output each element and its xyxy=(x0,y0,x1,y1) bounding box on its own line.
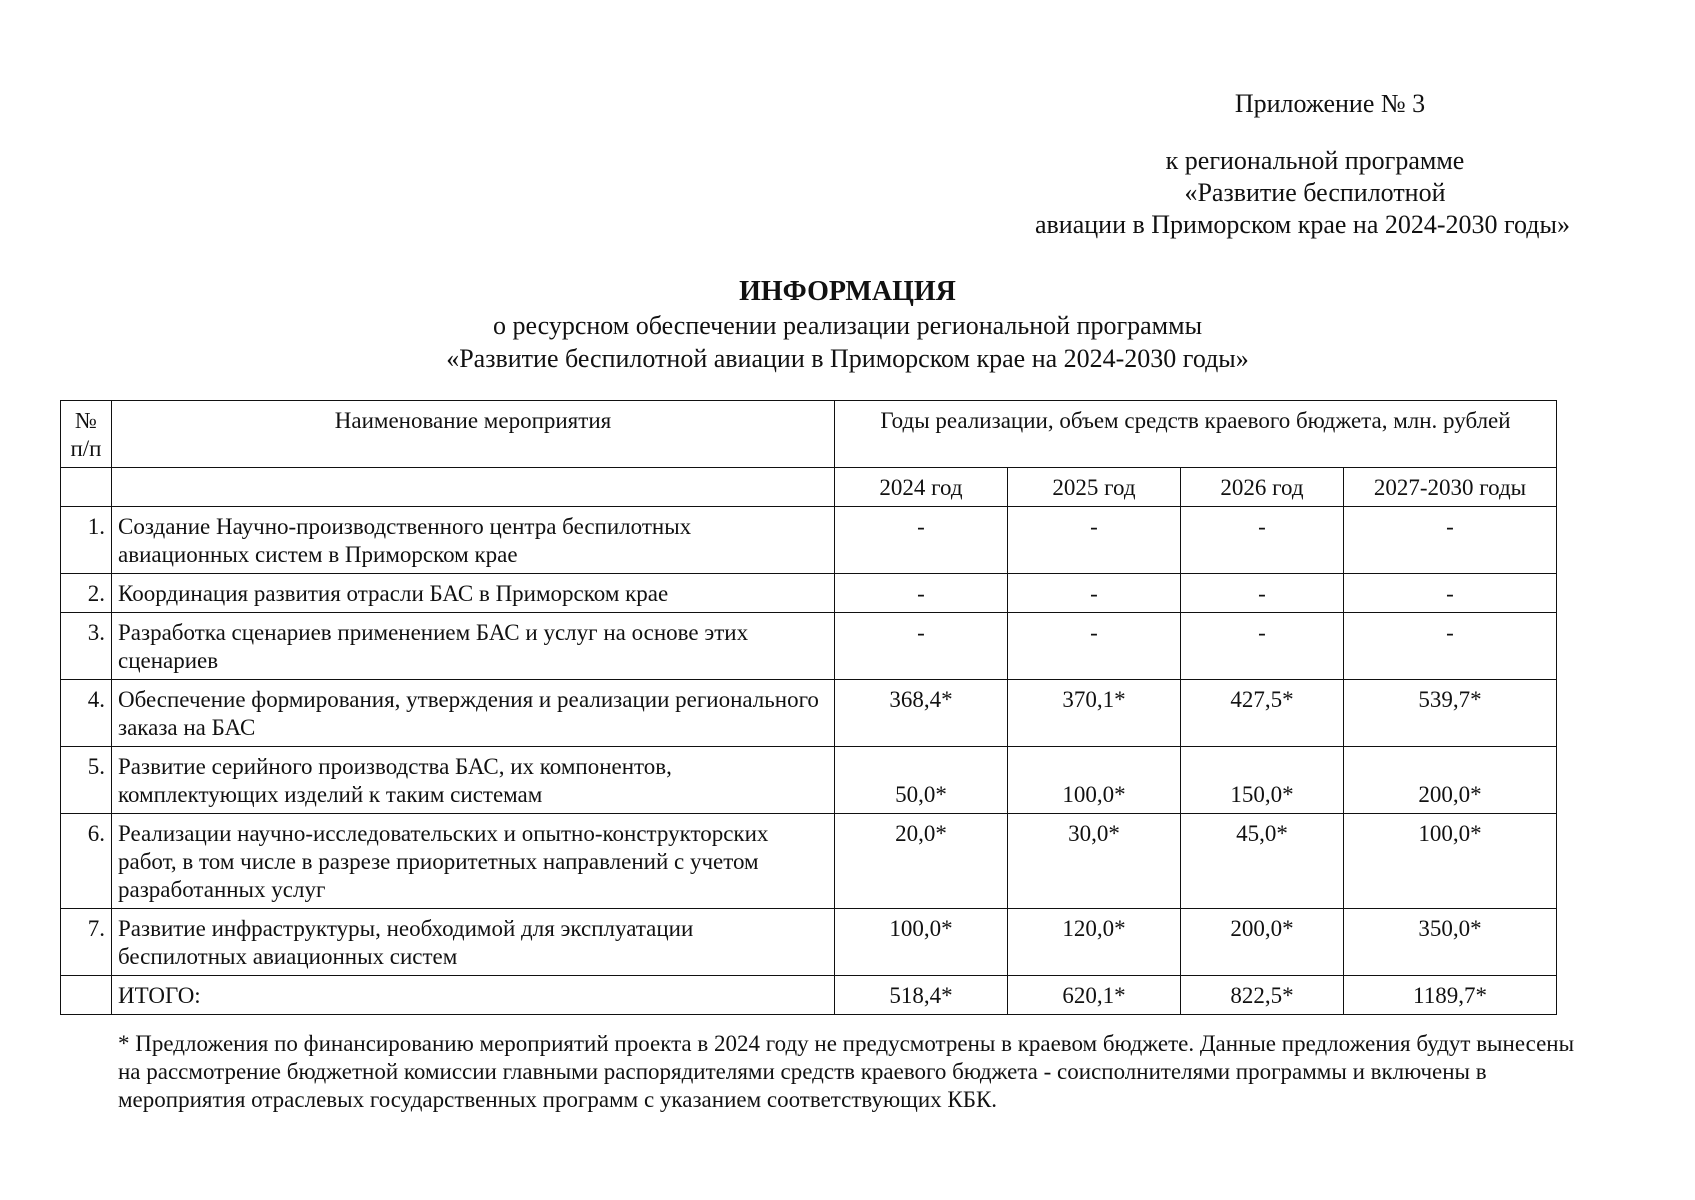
total-value: 620,1* xyxy=(1008,976,1181,1015)
row-value: - xyxy=(1008,574,1181,613)
row-num: 6. xyxy=(61,814,112,909)
year-header: 2025 год xyxy=(1008,468,1181,507)
header-num xyxy=(61,401,112,468)
header-name: Наименование мероприятия xyxy=(112,401,835,468)
subtitle-line: о ресурсном обеспечении реализации региональной программы xyxy=(492,311,1203,340)
subtitle-line: «Развитие беспилотной авиации в Приморском крае на 2024-2030 годы» xyxy=(446,344,1249,373)
table-header-row xyxy=(61,401,1557,468)
year-header: 2027-2030 годы xyxy=(1344,468,1557,507)
table-row xyxy=(61,747,1557,814)
total-value: 1189,7* xyxy=(1344,976,1557,1015)
row-value: - xyxy=(1344,574,1557,613)
row-value: - xyxy=(1344,613,1557,680)
row-value: - xyxy=(835,507,1008,574)
header-years-group: Годы реализации, объем средств краевого бюджета, млн. рублей xyxy=(835,401,1557,468)
year-header: 2024 год xyxy=(835,468,1008,507)
row-value: - xyxy=(835,574,1008,613)
row-value: 539,7* xyxy=(1344,680,1557,747)
row-value: 370,1* xyxy=(1008,680,1181,747)
footnote: * Предложения по финансированию мероприятий проекта в 2024 году не предусмотрены в краевом бюджете. Данные предложения будут вынесены на рассмотрение бюджетной комиссии главными распорядителями средств краевого бюджета - соисполнителями программы и включены в мероприятия отраслевых государственных программ с указанием соответствующих КБК. xyxy=(118,1031,1575,1112)
total-label: ИТОГО: xyxy=(112,976,835,1015)
row-name: Создание Научно-производственного центра беспилотных авиационных систем в Приморском крае xyxy=(112,507,835,574)
empty-cell xyxy=(61,976,112,1015)
table-years-row xyxy=(61,468,1557,507)
empty-cell xyxy=(61,468,112,507)
row-value: - xyxy=(1008,613,1181,680)
row-num: 5. xyxy=(61,747,112,814)
row-value: 200,0* xyxy=(1344,747,1557,814)
row-num: 1. xyxy=(61,507,112,574)
row-value: 100,0* xyxy=(1008,747,1181,814)
table-row xyxy=(61,680,1557,747)
row-value: 120,0* xyxy=(1008,909,1181,976)
resource-table xyxy=(60,400,1557,1015)
row-value: 200,0* xyxy=(1181,909,1344,976)
total-value: 822,5* xyxy=(1181,976,1344,1015)
row-value: 20,0* xyxy=(835,814,1008,909)
row-name: Развитие серийного производства БАС, их компонентов, комплектующих изделий к таким системам xyxy=(112,747,835,814)
row-value: 100,0* xyxy=(1344,814,1557,909)
program-reference xyxy=(900,145,1640,241)
row-name: Координация развития отрасли БАС в Приморском крае xyxy=(112,574,835,613)
row-value: 45,0* xyxy=(1181,814,1344,909)
table-row xyxy=(61,507,1557,574)
row-value: - xyxy=(1181,574,1344,613)
row-name: Обеспечение формирования, утверждения и реализации регионального заказа на БАС xyxy=(112,680,835,747)
row-value: 30,0* xyxy=(1008,814,1181,909)
header-num-label: № п/п xyxy=(70,408,102,461)
row-name: Развитие инфраструктуры, необходимой для эксплуатации беспилотных авиационных систем xyxy=(112,909,835,976)
empty-cell xyxy=(112,468,835,507)
row-num: 7. xyxy=(61,909,112,976)
row-num: 2. xyxy=(61,574,112,613)
row-value: - xyxy=(1008,507,1181,574)
row-num: 3. xyxy=(61,613,112,680)
row-value: - xyxy=(835,613,1008,680)
row-value: 427,5* xyxy=(1181,680,1344,747)
program-ref-line: авиации в Приморском крае на 2024-2030 годы» xyxy=(1034,210,1570,239)
table-row xyxy=(61,613,1557,680)
row-value: 50,0* xyxy=(835,747,1008,814)
row-value: - xyxy=(1344,507,1557,574)
row-value: 350,0* xyxy=(1344,909,1557,976)
program-ref-line: к региональной программе xyxy=(1165,146,1465,175)
program-ref-line: «Развитие беспилотной xyxy=(1184,178,1446,207)
table-row xyxy=(61,909,1557,976)
total-value: 518,4* xyxy=(835,976,1008,1015)
table-row xyxy=(61,574,1557,613)
table-row xyxy=(61,814,1557,909)
row-num: 4. xyxy=(61,680,112,747)
row-value: 100,0* xyxy=(835,909,1008,976)
row-value: - xyxy=(1181,613,1344,680)
document-subtitle xyxy=(0,309,1695,375)
annex-label: Приложение № 3 xyxy=(1234,89,1426,118)
row-name: Разработка сценариев применением БАС и услуг на основе этих сценариев xyxy=(112,613,835,680)
document-title: ИНФОРМАЦИЯ xyxy=(739,276,956,307)
row-value: - xyxy=(1181,507,1344,574)
table-total-row xyxy=(61,976,1557,1015)
row-name: Реализации научно-исследовательских и опытно-конструкторских работ, в том числе в разрезе приоритетных направлений с учетом разработанных услуг xyxy=(112,814,835,909)
row-value: 368,4* xyxy=(835,680,1008,747)
row-value: 150,0* xyxy=(1181,747,1344,814)
year-header: 2026 год xyxy=(1181,468,1344,507)
